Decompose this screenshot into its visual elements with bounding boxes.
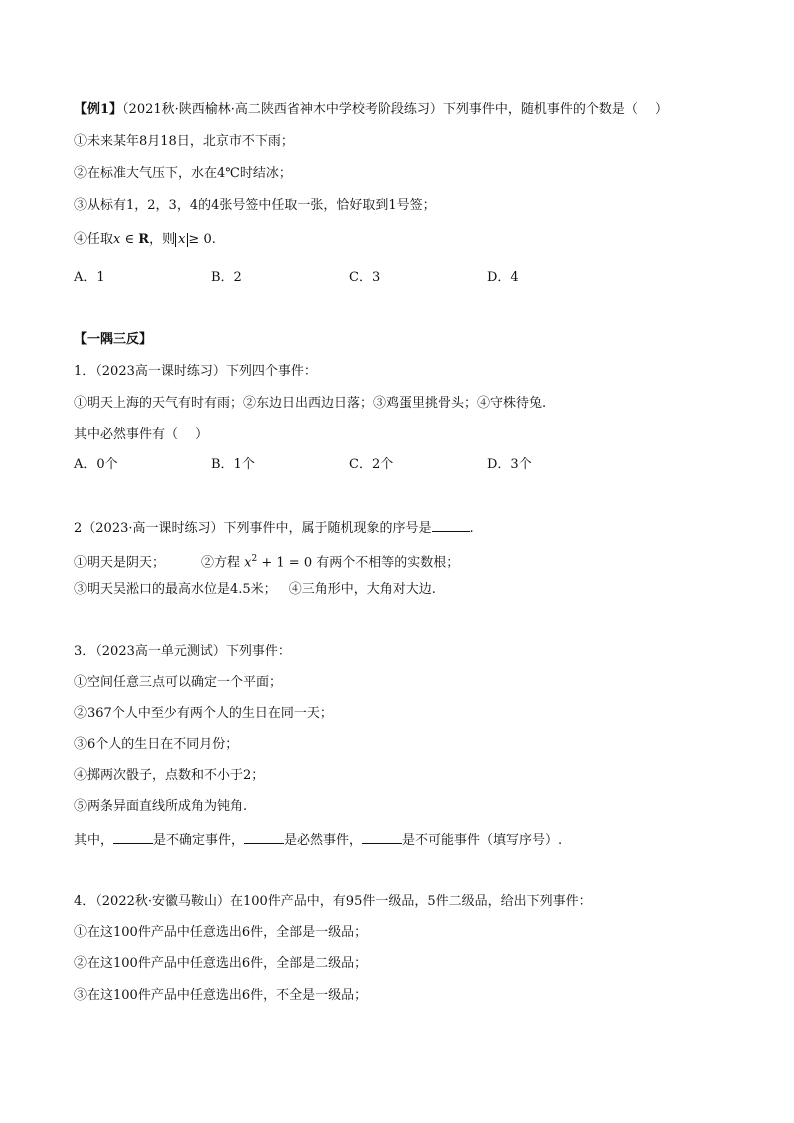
example-item-3: ③从标有1，2，3，4的4张号签中任取一张，恰好取到1号签； [74,198,436,213]
q1-option-d: D．3个 [487,457,532,472]
q2-item-1: ①明天是阴天； [74,555,166,571]
item4-var: x [113,232,121,247]
q3-item-5: ⑤两条异面直线所成角为钝角. [74,799,248,814]
q3-tail-a: 其中， [74,833,114,848]
q4-item-1: ①在这100件产品中任意选出6件，全部是一级品； [74,925,368,940]
item4-prefix: ④任取 [74,232,114,247]
item4-suffix: ≥ 0. [188,232,216,247]
q3-blank-1[interactable] [113,831,153,844]
section-title: 【一隅三反】 [74,332,153,347]
example-item-1: ①未来某年8月18日，北京市不下雨； [74,134,294,149]
item4-abs: x [175,233,188,247]
q2-item-4: ④三角形中，大角对大边. [288,582,436,597]
q2-answer-blank[interactable] [432,519,470,532]
q3-item-4: ④掷两次骰子，点数和不小于2； [74,768,265,783]
q1-line3: 其中必然事件有（ ） [74,427,209,442]
q3-item-1: ①空间任意三点可以确定一个平面； [74,675,283,690]
q3-head: 3．（2023高一单元测试）下列事件： [74,644,291,659]
q3-item-2: ②367个人中至少有两个人的生日在同一天； [74,706,333,721]
item4-set: R [138,232,150,247]
q3-tail-c: 是必然事件， [284,833,363,848]
q2-head-end: . [469,521,474,536]
q3-item-3: ③6个人的生日在不同月份； [74,737,239,752]
q2-head-text: 2（2023·高一课时练习）下列事件中，属于随机现象的序号是 [74,521,432,536]
q4-item-2: ②在这100件产品中任意选出6件，全部是二级品； [74,956,368,971]
example-option-a: A．1 [74,270,105,285]
q2-item-2-var: x [244,555,252,571]
q2-item-2-prefix: ②方程 [201,555,245,571]
example-stem: 下列事件中，随机事件的个数是（ ） [442,102,669,117]
q1-option-b: B．1个 [211,457,255,472]
example-stem-line [74,101,668,119]
example-item-2: ②在标准大气压下，水在4℃时结冰； [74,166,292,181]
q4-item-3: ③在这100件产品中任意选出6件，不全是一级品； [74,988,368,1003]
q1-option-c: C．2个 [349,457,394,472]
example-item-4 [74,231,216,249]
q2-item-3: ③明天吴淞口的最高水位是4.5米； [74,582,277,597]
q3-tail-b: 是不确定事件， [153,833,245,848]
q2-line2 [74,550,459,572]
example-tag: 【例1】 [74,102,123,117]
example-option-c: C．3 [349,270,381,285]
q2-head [74,519,474,538]
example-option-b: B．2 [211,270,242,285]
q3-tail-d: 是不可能事件（填写序号）. [402,833,563,848]
q1-head: 1．（2023高一课时练习）下列四个事件： [74,364,317,379]
q3-blank-2[interactable] [244,831,284,844]
q2-item-2-rest: + 1 = 0 有两个不相等的实数根； [257,555,460,571]
q1-option-a: A．0个 [74,457,118,472]
q4-head: 4．（2022秋·安徽马鞍山）在100件产品中，有95件一级品，5件二级品，给出下列事件： [74,894,592,909]
example-option-d: D．4 [487,270,519,285]
item4-in: ∈ [120,232,139,247]
q3-tail [74,831,562,850]
q1-line2: ①明天上海的天气有时有雨；②东边日出西边日落；③鸡蛋里挑骨头；④守株待兔. [74,396,547,411]
q2-line3 [74,581,436,599]
q3-blank-3[interactable] [362,831,402,844]
example-source: （2021秋·陕西榆林·高二陕西省神木中学校考阶段练习） [122,102,443,117]
item4-mid: ，则 [149,232,176,247]
q2-item-2-sup: 2 [251,554,258,564]
